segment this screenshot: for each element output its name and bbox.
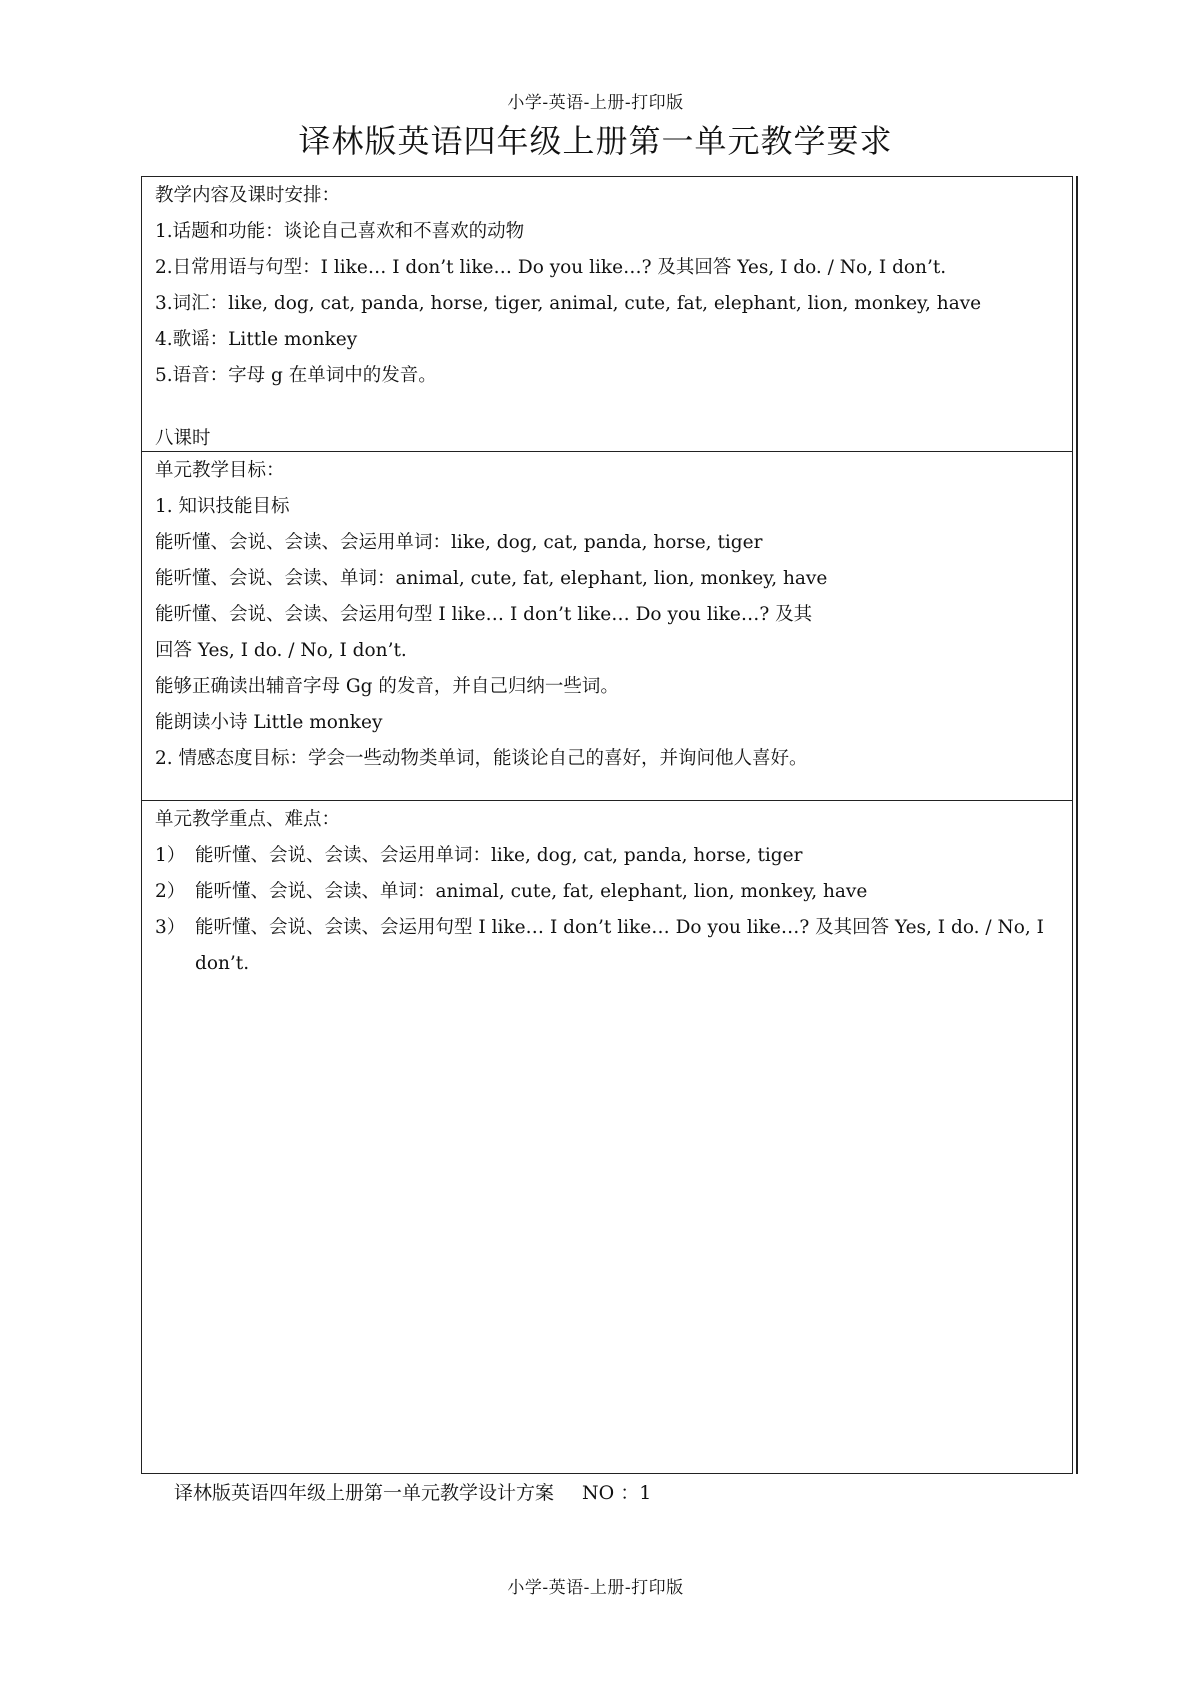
content-heading: 教学内容及课时安排： <box>155 185 341 206</box>
goal-item: 2. 情感态度目标：学会一些动物类单词，能谈论自己的喜好，并询问他人喜好。 <box>155 748 808 769</box>
keypoint-text: 能听懂、会说、会读、单词：animal, cute, fat, elephant, lion, monkey, have <box>195 881 868 902</box>
content-item-topic: 1.话题和功能：谈论自己喜欢和不喜欢的动物 <box>155 221 525 242</box>
keypoints-section <box>142 801 1072 1473</box>
goal-item: 回答 Yes, I do. / No, I don’t. <box>155 640 407 661</box>
footer-note: 小学-英语-上册-打印版 <box>507 1578 684 1598</box>
goal-item: 能听懂、会说、会读、会运用单词：like, dog, cat, panda, horse, tiger <box>155 532 763 553</box>
keypoints-heading: 单元教学重点、难点： <box>155 809 341 830</box>
footer-caption <box>174 1478 651 1508</box>
content-item-vocabulary: 3.词汇：like, dog, cat, panda, horse, tiger, animal, cute, fat, elephant, lion, monkey, have <box>155 293 982 314</box>
page-number: NO ：1 <box>582 1482 652 1504</box>
goal-item: 能听懂、会说、会读、单词：animal, cute, fat, elephant, lion, monkey, have <box>155 568 828 589</box>
lesson-hours: 八课时 <box>155 428 211 449</box>
keypoint-item <box>155 874 1072 910</box>
goal-item: 1. 知识技能目标 <box>155 496 290 517</box>
goals-heading: 单元教学目标： <box>155 460 285 481</box>
header-note: 小学-英语-上册-打印版 <box>507 93 684 113</box>
goal-item: 能够正确读出辅音字母 Gg 的发音，并自己归纳一些词。 <box>155 676 619 697</box>
keypoint-item <box>155 910 1075 982</box>
goal-item: 能听懂、会说、会读、会运用句型 I like… I don’t like… Do you like…? 及其 <box>155 604 813 625</box>
table-border-edge <box>1076 176 1078 1474</box>
document-title: 译林版英语四年级上册第一单元教学要求 <box>298 122 893 160</box>
keypoint-item <box>155 838 1072 874</box>
keypoint-text: 能听懂、会说、会读、会运用单词：like, dog, cat, panda, horse, tiger <box>195 845 803 866</box>
content-item-phonics: 5.语音：字母 g 在单词中的发音。 <box>155 365 437 386</box>
goals-section <box>142 452 1072 801</box>
plan-table <box>141 176 1073 1474</box>
content-item-sentences: 2.日常用语与句型：I like… I don’t like… Do you like…? 及其回答 Yes, I do. / No, I don’t. <box>155 257 947 278</box>
footer-caption-text: 译林版英语四年级上册第一单元教学设计方案 <box>174 1482 555 1504</box>
keypoint-text: 能听懂、会说、会读、会运用句型 I like… I don’t like… Do you like…? 及其回答 Yes, I do. / No, I don’t. <box>195 917 1044 974</box>
content-section <box>142 177 1072 452</box>
keypoint-number: 2） <box>155 881 186 902</box>
keypoint-number: 3） <box>155 917 186 938</box>
goal-item: 能朗读小诗 Little monkey <box>155 712 383 733</box>
keypoint-number: 1） <box>155 845 186 866</box>
content-item-chant: 4.歌谣：Little monkey <box>155 329 358 350</box>
